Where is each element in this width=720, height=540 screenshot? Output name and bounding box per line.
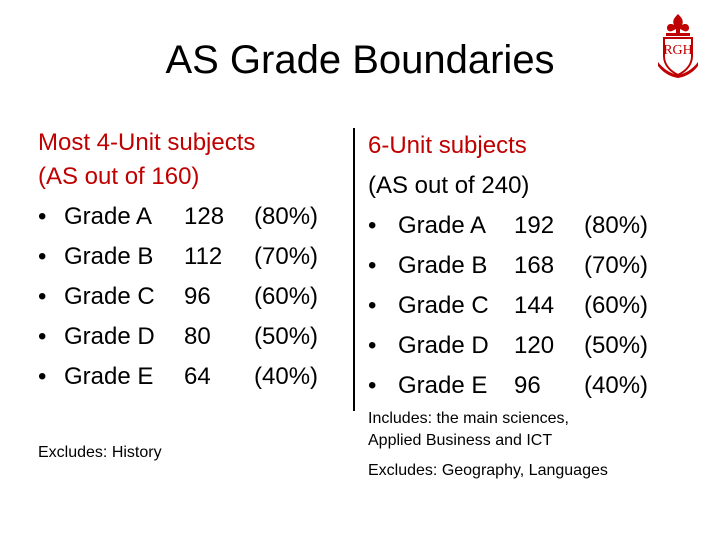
right-grade-row <box>368 366 698 406</box>
right-grade-row <box>368 286 698 326</box>
grade-percent: (80%) <box>254 203 319 230</box>
bullet: • <box>38 323 47 350</box>
grade-percent: (80%) <box>584 212 649 239</box>
includes-line1: Includes: the main sciences, <box>368 410 569 427</box>
grade-score: 80 <box>184 323 211 350</box>
grade-label: Grade E <box>64 363 154 390</box>
grade-percent: (60%) <box>254 283 319 310</box>
left-grade-row <box>38 280 348 320</box>
grade-label: Grade B <box>64 243 154 270</box>
grade-percent: (50%) <box>254 323 319 350</box>
bullet: • <box>368 292 377 319</box>
right-excludes-note: Excludes: Geography, Languages <box>368 462 608 479</box>
grade-score: 112 <box>184 243 223 270</box>
grade-percent: (50%) <box>584 332 649 359</box>
left-grade-row <box>38 240 348 280</box>
right-grade-row <box>368 206 698 246</box>
grade-label: Grade B <box>398 252 488 279</box>
bullet: • <box>368 372 377 399</box>
bullet: • <box>368 212 377 239</box>
left-excludes-note: Excludes: History <box>38 444 162 461</box>
right-grade-list <box>368 206 698 406</box>
left-heading <box>38 126 255 194</box>
right-grade-row <box>368 246 698 286</box>
grade-label: Grade E <box>398 372 488 399</box>
column-divider <box>353 128 355 411</box>
crest-icon <box>654 12 702 78</box>
bullet: • <box>38 363 47 390</box>
grade-label: Grade A <box>64 203 153 230</box>
grade-score: 96 <box>514 372 541 399</box>
bullet: • <box>368 252 377 279</box>
grade-percent: (40%) <box>254 363 319 390</box>
right-heading-line1: 6-Unit subjects <box>368 132 527 159</box>
bullet: • <box>38 243 47 270</box>
page-title: AS Grade Boundaries <box>165 38 555 82</box>
grade-score: 128 <box>184 203 225 230</box>
bullet: • <box>38 203 47 230</box>
left-grade-row <box>38 360 348 400</box>
left-grade-list <box>38 200 348 400</box>
grade-score: 120 <box>514 332 555 359</box>
right-heading <box>368 126 529 206</box>
bullet: • <box>368 332 377 359</box>
grade-score: 64 <box>184 363 211 390</box>
logo-text: RGH <box>663 43 693 58</box>
includes-line2: Applied Business and ICT <box>368 432 553 449</box>
grade-score: 168 <box>514 252 555 279</box>
grade-label: Grade D <box>64 323 155 350</box>
grade-score: 96 <box>184 283 211 310</box>
grade-percent: (70%) <box>254 243 319 270</box>
grade-percent: (40%) <box>584 372 649 399</box>
grade-score: 144 <box>514 292 555 319</box>
left-grade-row <box>38 200 348 240</box>
left-grade-row <box>38 320 348 360</box>
grade-score: 192 <box>514 212 555 239</box>
school-crest-logo <box>654 12 702 78</box>
right-heading-line2: (AS out of 240) <box>368 172 530 199</box>
grade-percent: (70%) <box>584 252 649 279</box>
right-includes-note <box>368 408 569 452</box>
left-heading-line2: (AS out of 160) <box>38 163 200 190</box>
grade-label: Grade D <box>398 332 489 359</box>
grade-label: Grade C <box>398 292 489 319</box>
left-heading-line1: Most 4-Unit subjects <box>38 129 256 156</box>
grade-percent: (60%) <box>584 292 649 319</box>
bullet: • <box>38 283 47 310</box>
grade-label: Grade A <box>398 212 487 239</box>
right-grade-row <box>368 326 698 366</box>
grade-label: Grade C <box>64 283 155 310</box>
